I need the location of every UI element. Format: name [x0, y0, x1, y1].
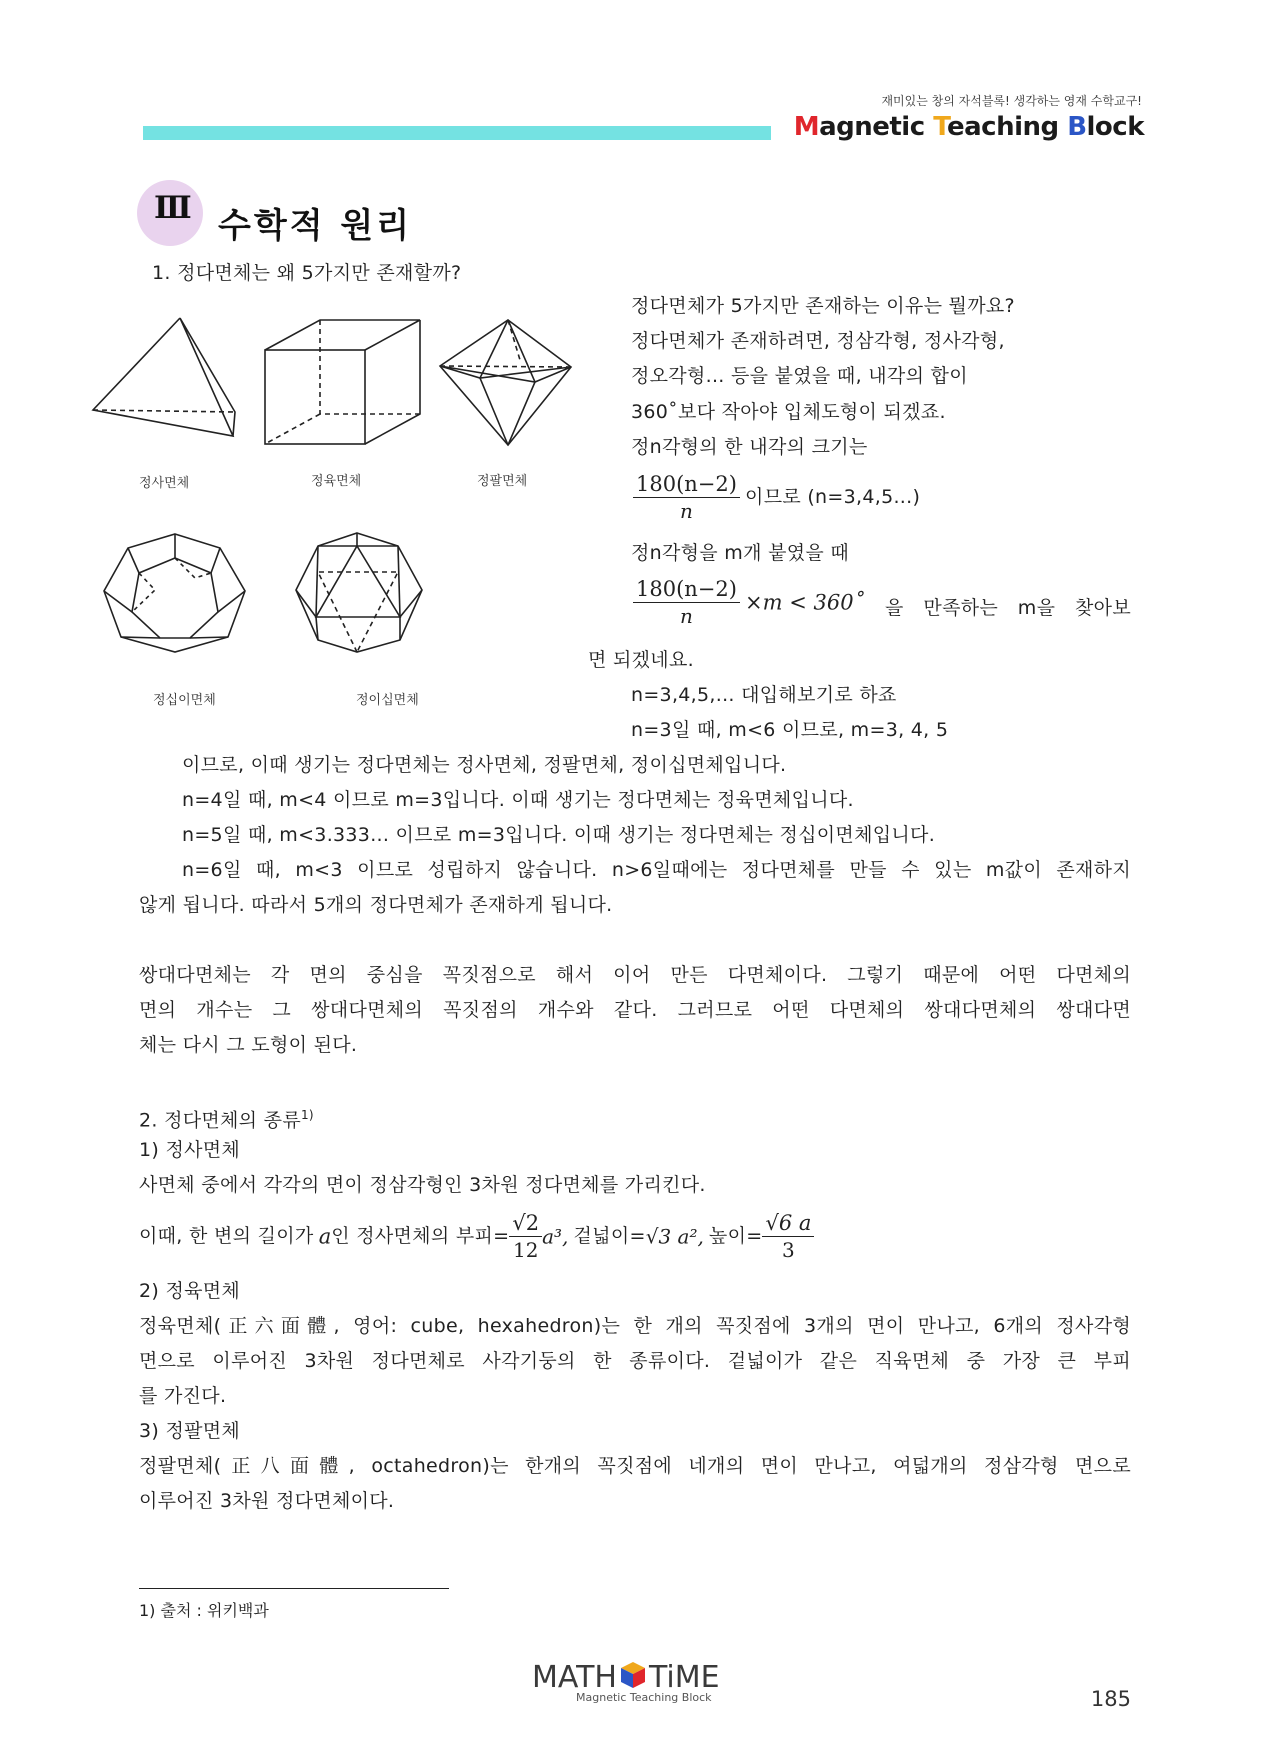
s1-title: 1) 정사면체	[139, 1139, 241, 1161]
dual-line-1: 쌍대다면체는 각 면의 중심을 꼭짓점으로 해서 이어 만든 다면체이다. 그렇기 때문에 어떤 다면체의	[139, 964, 1131, 986]
brand-word1-rest: agnetic	[819, 112, 925, 142]
polyhedra-figure	[80, 300, 600, 720]
s1-pre: 이때, 한 변의 길이가	[139, 1225, 314, 1247]
caption-octahedron: 정팔면체	[477, 474, 528, 489]
area-expr: √3 a²,	[645, 1224, 704, 1249]
q1-full-3: n=5일 때, m<3.333... 이므로 m=3입니다. 이때 생기는 정다면체는 정십이면체입니다.	[182, 824, 936, 846]
section-title: 수학적 원리	[218, 206, 413, 246]
logo-left: MATH	[532, 1660, 617, 1695]
q1-right-line-2: 정다면체가 존재하려면, 정삼각형, 정사각형,	[631, 330, 1005, 352]
s2-line-1: 정육면체(正六面體, 영어: cube, hexahedron)는 한 개의 꼭짓점에 3개의 면이 만나고, 6개의 정사각형	[139, 1315, 1131, 1337]
q1-sub-1: n=3,4,5,... 대입해보기로 하죠	[631, 684, 897, 706]
header-tagline: 재미있는 창의 자석블록! 생각하는 영재 수학교구!	[881, 94, 1142, 108]
fraction-1: $\frac{180(n-2)}{n}$	[633, 471, 740, 524]
footnote-rule	[139, 1588, 449, 1589]
s3-line-2: 이루어진 3차원 정다면체이다.	[139, 1490, 395, 1512]
q1-right-line-1: 정다면체가 5가지만 존재하는 이유는 뭘까요?	[631, 295, 1015, 317]
header-bar	[143, 126, 771, 140]
q1-n6-wrap: 않게 됩니다. 따라서 5개의 정다면체가 존재하게 됩니다.	[139, 894, 613, 916]
height-fraction: $\frac{√6 a}{3}$	[762, 1210, 814, 1263]
section-numeral: Ⅲ	[154, 190, 192, 226]
tetrahedron-formula-line	[139, 1210, 814, 1263]
q1-full-2: n=4일 때, m<4 이므로 m=3입니다. 이때 생기는 정다면체는 정육면체입니다.	[182, 789, 854, 811]
q1-wrap: 면 되겠네요.	[588, 649, 694, 671]
s1-mid: 인 정사면체의 부피=	[331, 1225, 510, 1247]
s3-line-1: 정팔면체(正八面體, octahedron)는 한개의 꼭짓점에 네개의 면이 만나고, 여덟개의 정삼각형 면으로	[139, 1455, 1131, 1477]
var-a: a	[318, 1224, 332, 1249]
inequality-tail: 을 만족하는 m을 찾아보	[885, 597, 1131, 619]
caption-tetrahedron: 정사면체	[139, 476, 190, 491]
area-label: 겉넓이=	[573, 1225, 646, 1247]
brand-word3: Block	[1067, 112, 1144, 142]
octahedron-drawing	[440, 320, 571, 445]
q1-sub-2: n=3일 때, m<6 이므로, m=3, 4, 5	[631, 719, 949, 741]
q1-right-line-3: 정오각형... 등을 붙였을 때, 내각의 합이	[631, 365, 968, 387]
q1-right-line-5: 정n각형의 한 내각의 크기는	[631, 436, 868, 458]
brand-m: M	[793, 112, 820, 142]
caption-cube: 정육면체	[311, 474, 362, 489]
footnote-ref: 1)	[301, 1108, 314, 1122]
dual-line-2: 면의 개수는 그 쌍대다면체의 꼭짓점의 개수와 같다. 그러므로 어떤 다면체의 쌍대다면체의 쌍대다면	[139, 999, 1131, 1021]
tetrahedron-drawing	[93, 318, 235, 436]
dual-line-3: 체는 다시 그 도형이 된다.	[139, 1034, 358, 1056]
dodecahedron-drawing	[104, 534, 245, 652]
s2-line-2: 면으로 이루어진 3차원 정다면체로 사각기둥의 한 종류이다. 겉넓이가 같은 직육면체 중 가장 큰 부피	[139, 1350, 1131, 1372]
cube-logo-icon	[618, 1660, 648, 1690]
q1-full-1: 이므로, 이때 생기는 정다면체는 정사면체, 정팔면체, 정이십면체입니다.	[182, 754, 787, 776]
interior-angle-formula	[633, 471, 920, 524]
footer-logo	[532, 1660, 720, 1704]
caption-dodecahedron: 정십이면체	[153, 693, 216, 708]
fraction-2: $\frac{180(n-2)}{n}$	[633, 576, 740, 629]
q2-heading-text: 2. 정다면체의 종류	[139, 1109, 301, 1132]
height-label: 높이=	[708, 1225, 763, 1247]
q1-heading: 1. 정다면체는 왜 5가지만 존재할까?	[152, 262, 462, 284]
footnote-text: 1) 출처 : 위키백과	[139, 1601, 269, 1620]
q1-n6-line: n=6일 때, m<3 이므로 성립하지 않습니다. n>6일때에는 정다면체를 만들 수 있는 m값이 존재하지	[182, 859, 1131, 881]
after-fraction-1: 이므로 (n=3,4,5...)	[745, 486, 921, 508]
inequality-expr: ×m < 360˚	[745, 590, 865, 615]
s2-title: 2) 정육면체	[139, 1280, 241, 1302]
page-number: 185	[1090, 1687, 1131, 1711]
caption-icosahedron: 정이십면체	[356, 693, 419, 708]
cube-drawing	[265, 320, 420, 444]
inequality-formula	[633, 576, 864, 629]
q1-right-line-4: 360˚보다 작아야 입체도형이 되겠죠.	[631, 401, 946, 423]
s1-line-1: 사면체 중에서 각각의 면이 정삼각형인 3차원 정다면체를 가리킨다.	[139, 1174, 706, 1196]
brand-word2: Teaching	[933, 112, 1059, 142]
header-brand	[794, 112, 1144, 142]
logo-right: TiME	[648, 1660, 720, 1695]
s2-line-3: 를 가진다.	[139, 1385, 227, 1407]
icosahedron-drawing	[296, 533, 422, 652]
volume-tail: a³,	[542, 1224, 569, 1249]
volume-fraction: $\frac{√2}{12}$	[509, 1210, 542, 1263]
q1-line-m: 정n각형을 m개 붙였을 때	[631, 542, 850, 564]
s3-title: 3) 정팔면체	[139, 1420, 241, 1442]
logo-sub: Magnetic Teaching Block	[576, 1691, 712, 1704]
